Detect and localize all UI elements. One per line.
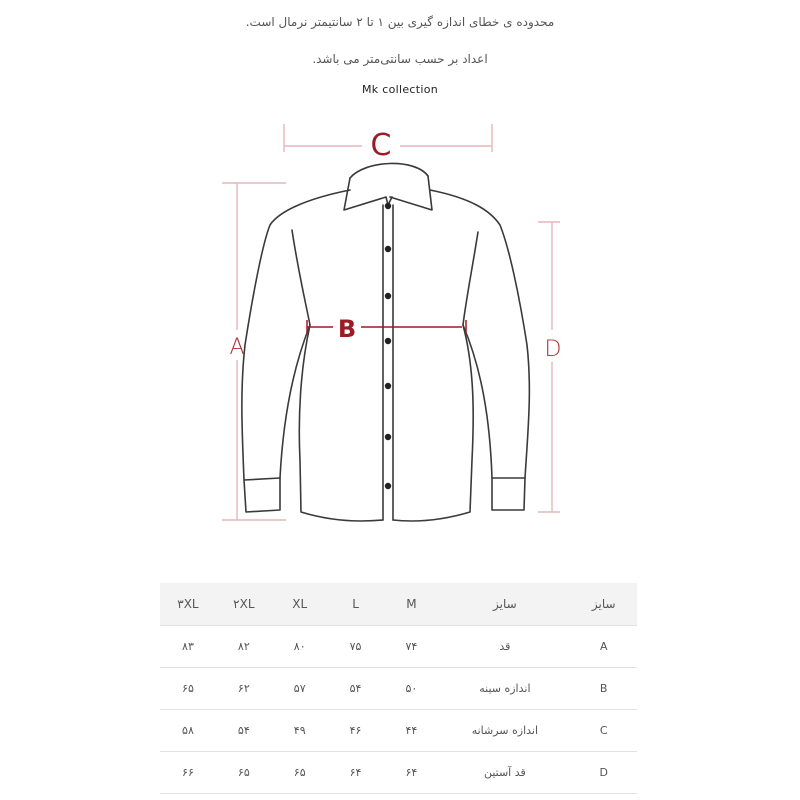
cell-3xl: ۶۵ [160, 667, 216, 709]
table-row [160, 751, 637, 793]
table-header-row [160, 583, 637, 625]
table-row [160, 667, 637, 709]
cell-3xl: ۵۸ [160, 709, 216, 751]
row-name: اندازه سرشانه [439, 709, 570, 751]
row-code: B [570, 667, 637, 709]
row-code: A [570, 625, 637, 667]
cell-m: ۷۴ [383, 625, 439, 667]
button-dot [385, 434, 391, 440]
brand-name: Mk collection [361, 83, 439, 96]
header-3xl: ۳XL [160, 583, 216, 625]
cell-l: ۴۶ [328, 709, 384, 751]
shirt-measurement-diagram [0, 110, 800, 540]
row-name: قد [439, 625, 570, 667]
cell-xl: ۴۹ [272, 709, 328, 751]
table-row [160, 709, 637, 751]
button-dot [385, 338, 391, 344]
measurement-lines [222, 124, 560, 520]
cell-2xl: ۶۵ [216, 751, 272, 793]
label-c: C [370, 128, 392, 163]
header-size-code: سایز [570, 583, 637, 625]
cell-3xl: ۶۶ [160, 751, 216, 793]
header-2xl: ۲XL [216, 583, 272, 625]
cell-m: ۵۰ [383, 667, 439, 709]
table-row [160, 625, 637, 667]
cell-l: ۶۴ [328, 751, 384, 793]
cell-3xl: ۸۳ [160, 625, 216, 667]
size-chart-table [160, 583, 637, 794]
row-name: اندازه سینه [439, 667, 570, 709]
header-l: L [328, 583, 384, 625]
chest-measure-line [307, 320, 466, 334]
header-m: M [383, 583, 439, 625]
button-dot [385, 383, 391, 389]
cell-2xl: ۸۲ [216, 625, 272, 667]
button-dot [385, 483, 391, 489]
button-dot [385, 293, 391, 299]
cell-l: ۷۵ [328, 625, 384, 667]
cell-l: ۵۴ [328, 667, 384, 709]
cell-2xl: ۵۴ [216, 709, 272, 751]
cell-xl: ۵۷ [272, 667, 328, 709]
cell-m: ۶۴ [383, 751, 439, 793]
label-d: D [544, 337, 562, 362]
cell-xl: ۶۵ [272, 751, 328, 793]
shirt-buttons [385, 203, 391, 489]
button-dot [385, 246, 391, 252]
cell-xl: ۸۰ [272, 625, 328, 667]
cell-m: ۴۴ [383, 709, 439, 751]
row-code: C [570, 709, 637, 751]
row-name: قد آستین [439, 751, 570, 793]
row-code: D [570, 751, 637, 793]
header-xl: XL [272, 583, 328, 625]
cell-2xl: ۶۲ [216, 667, 272, 709]
measurement-error-note: محدوده ی خطای اندازه گیری بین ۱ تا ۲ سانتیمتر نرمال است. [245, 15, 555, 29]
label-a: A [229, 335, 245, 360]
units-note: اعداد بر حسب سانتی‌متر می باشد. [312, 52, 488, 66]
button-dot [385, 203, 391, 209]
label-b: B [337, 315, 357, 343]
header-size-name: سایز [439, 583, 570, 625]
